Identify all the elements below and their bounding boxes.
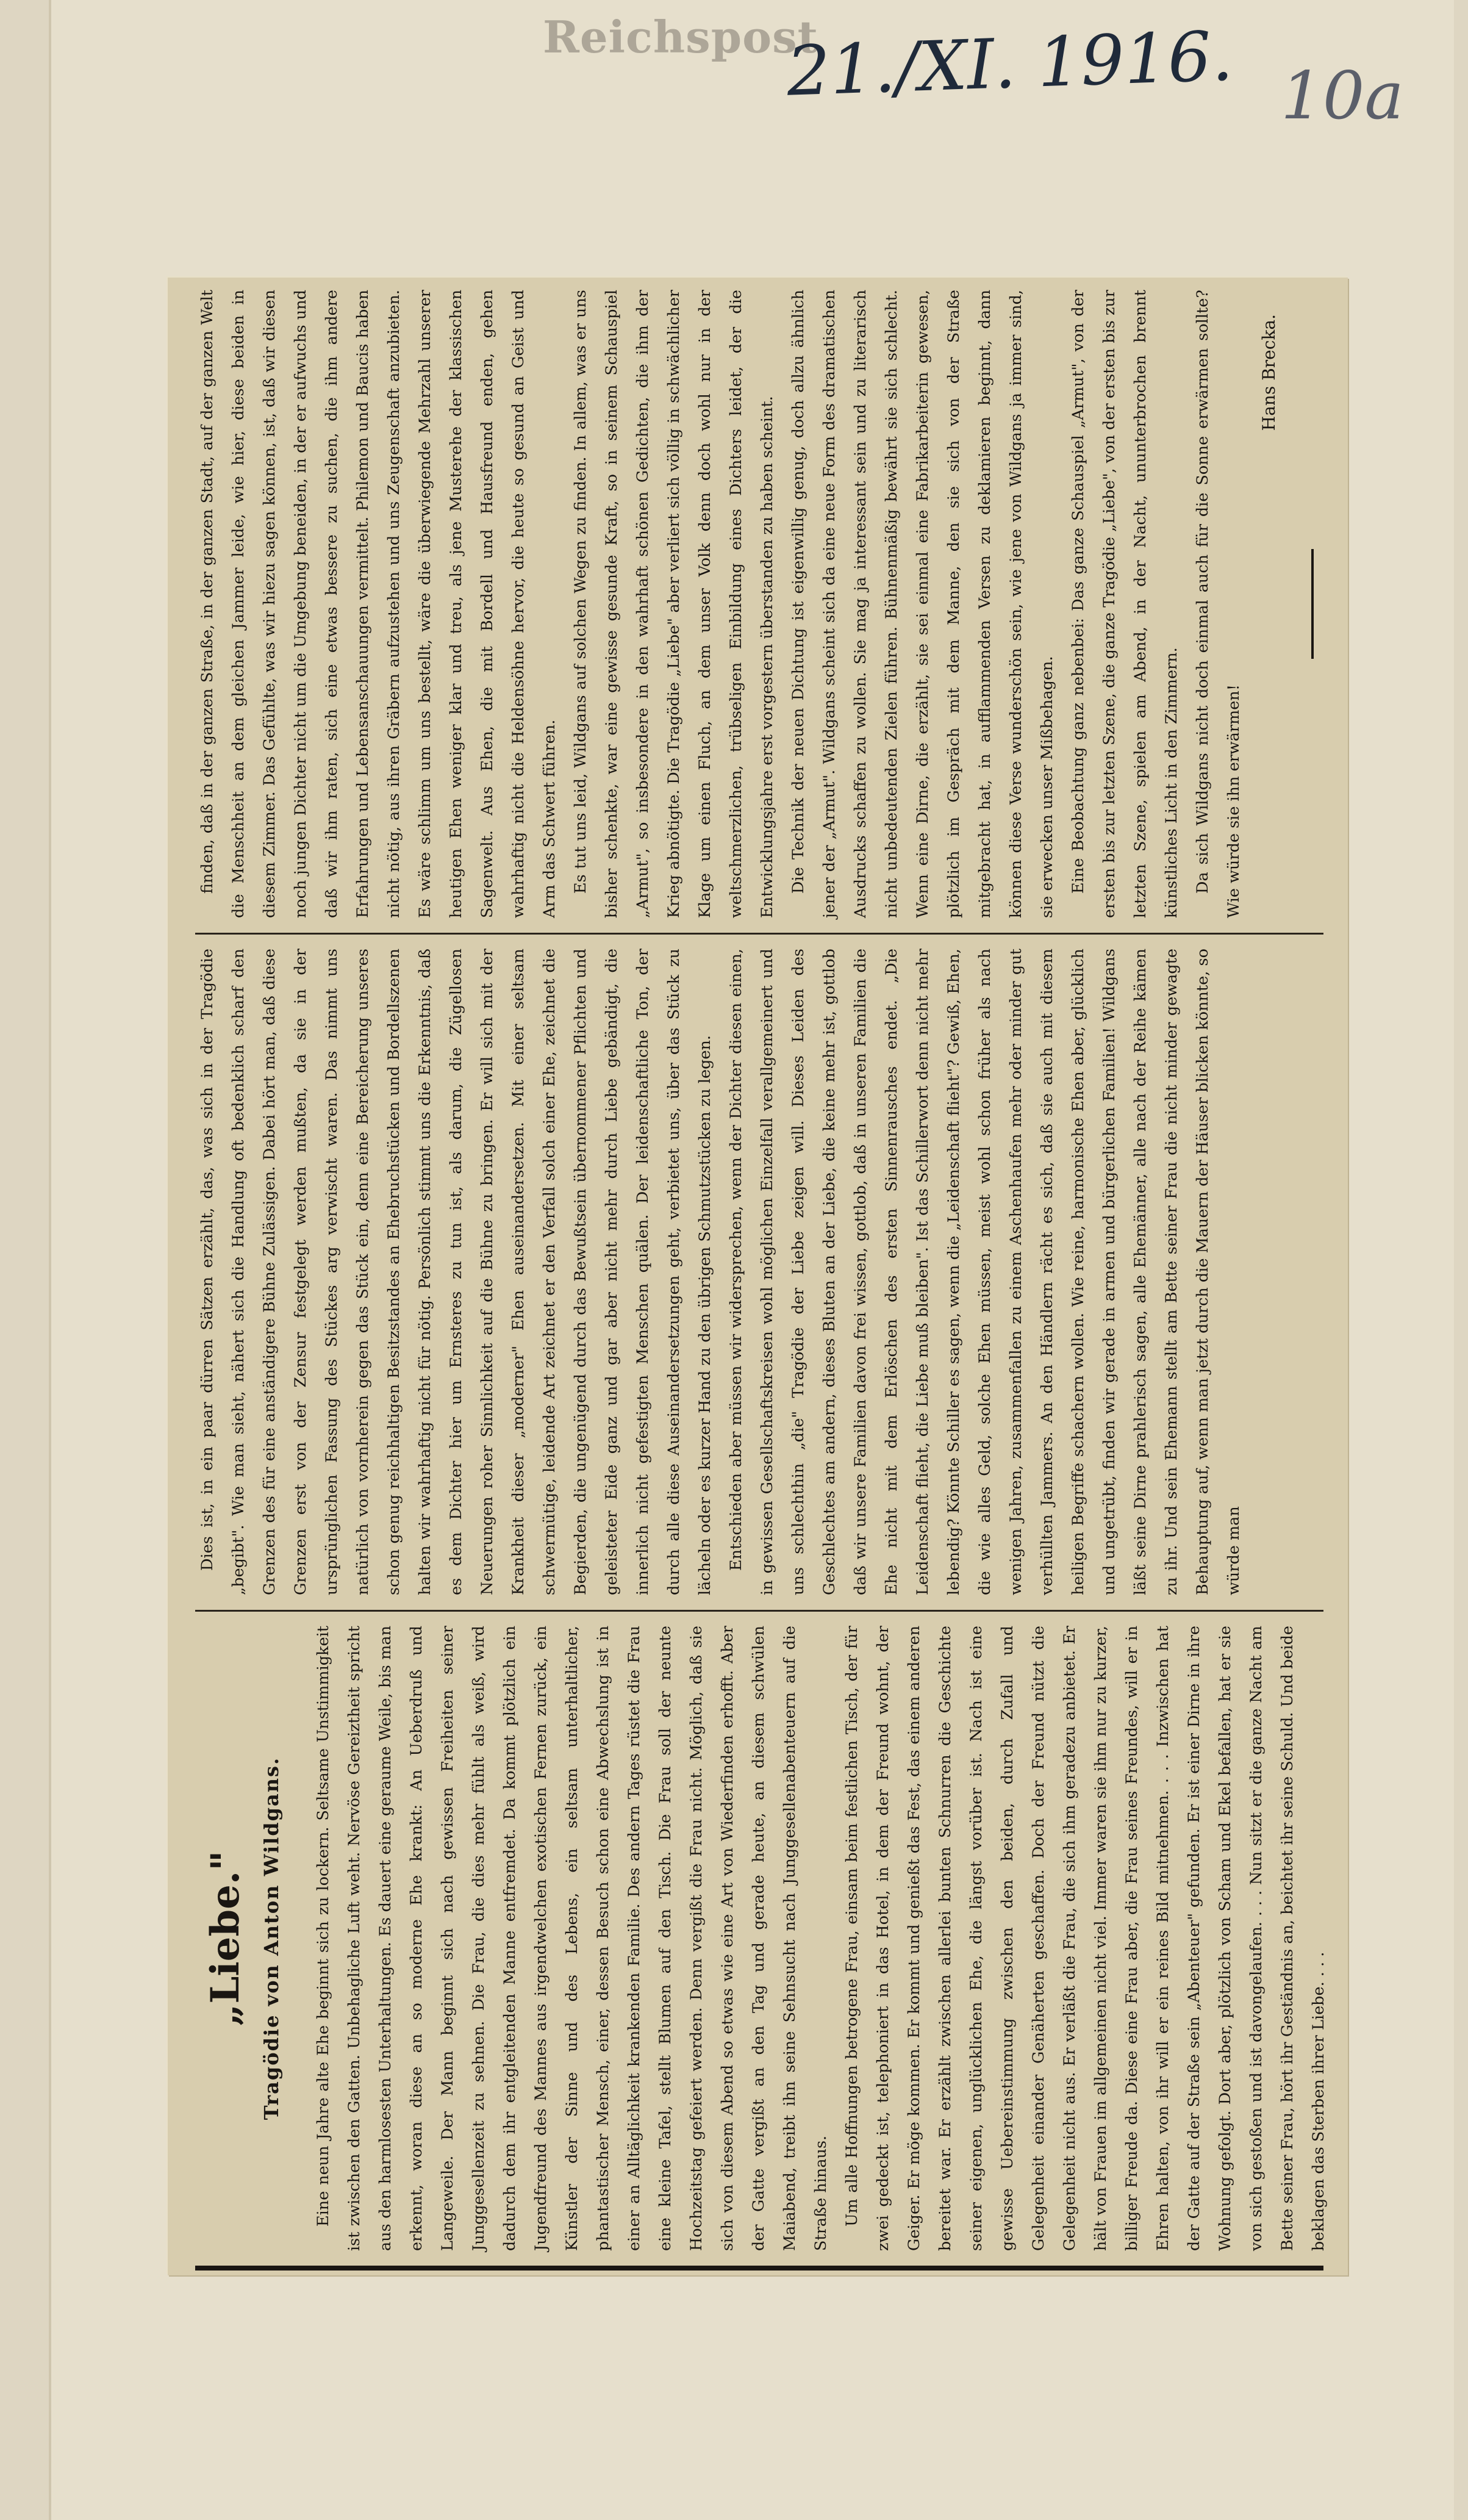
paragraph: Dies ist, in ein paar dürren Sätzen erzählt, das, was sich in der Tragödie „begibt". Wie man sieht, nähert sich die Handlung oft bedenklich scharf den Grenzen des für eine anständigere Bühne Zulässigen. Dabei hört man, daß diese Grenzen erst von der Zensur festgelegt werden mußten, da sie in der ursprünglichen Fassung des Stückes arg verwischt waren. Das nimmt uns natürlich von vornherein gegen das Stück ein, denn eine Bereicherung unseres schon genug reichhaltigen Besitzstandes an Ehebruchstücken und Bordellszenen halten wir wahrhaftig nicht für nötig. Persönlich stimmt uns die Erkenntnis, daß es dem Dichter hier um Ernsteres zu tun ist, als darum, die Zügellosen Neuerungen roher Sinnlichkeit auf die Bühne zu bringen. Er will sich mit der Krankheit dieser „moderner" Ehen auseinandersetzen. Mit einer seltsam schwermütige, leidende Art zeichnet er den Verfall solch einer Ehe, zeichnet die Begierden, die ungenügend durch das Bewußtsein übernommener Pflichten und geleisteter Eide ganz und gar aber nicht mehr durch Liebe gebändigt, die innerlich nicht gefestigten Menschen quälen. Der leidenschaftliche Ton, der durch alle diese Auseinandersetzungen geht, verbietet uns, über das Stück zu lächeln oder es kurzer Hand zu den übrigen Schmutzstücken zu legen.	[198, 949, 714, 1595]
column-divider	[195, 933, 1323, 935]
paragraph: Es tut uns leid, Wildgans auf solchen Wegen zu finden. In allem, was er uns bisher schenkte, war eine gewisse gesunde Kraft, so in seinem Schauspiel „Armut", so insbesondere in den wahrhaft schönen Gedichten, die ihm der Krieg abnötigte. Die Tragödie „Liebe" aber verliert sich völlig in schwächlicher Klage um einen Fluch, an dem unser Volk denn doch wohl nur in der weltschmerzlichen, trübseligen Einbildung eines Dichters leidet, der die Entwicklungsjahre erst vorgestern überstanden zu haben scheint.	[571, 290, 776, 918]
clipping-rotated-content	[168, 278, 1348, 2275]
article-column-3	[192, 290, 1323, 918]
end-rule	[1311, 549, 1314, 659]
handwritten-page-number: 10a	[1281, 58, 1404, 134]
paragraph: Entschieden aber müssen wir widersprechen, wenn der Dichter diesen einen, in gewissen Gesellschaftskreisen wohl möglichen Einzelfall verallgemeinert und uns schlechthin „die" Tragödie der Liebe zeigen will. Dieses Leiden des Geschlechtes am andern, dieses Bluten an der Liebe, die keine mehr ist, gottlob daß wir unsere Familien davon frei wissen, gottlob, daß in unseren Familien die Ehe nicht mit dem Erlöschen des ersten Sinnenrausches endet. „Die Leidenschaft flieht, die Liebe muß bleiben". Ist das Schillerwort denn nicht mehr lebendig? Könnte Schiller es sagen, wenn die „Leidenschaft flieht"? Gewiß, Ehen, die wie alles Geld, solche Ehen müssen, meist wohl schon früher als nach wenigen Jahren, zusammenfallen zu einem Aschenhaufen mehr oder minder gut verhüllten Jammers. An den Händlern rächt es sich, daß sie auch mit diesem heiligen Begriffe schachern wollen. Wie reine, harmonische Ehen aber, glücklich und ungetrübt, finden wir gerade in armen und bürgerlichen Familien! Wildgans läßt seine Dirne prahlerisch sagen, alle Ehemänner, alle nach der Reihe kämen zu ihr. Und sein Ehemann stellt am Bette seiner Frau die nicht minder gewagte Behauptung auf, wenn man jetzt durch die Mauern der Häuser blicken könnte, so würde man	[727, 949, 1243, 1595]
column-divider	[195, 1610, 1323, 1612]
left-border-rule	[195, 2266, 1323, 2271]
paragraph: Eine neun Jahre alte Ehe beginnt sich zu lockern. Seltsame Unstimmigkeit ist zwischen den Gatten. Unbehagliche Luft weht. Nervöse Gereiztheit spricht aus den harmlosesten Unterhaltungen. Es dauert eine geraume Weile, bis man erkennt, woran diese an so moderne Ehe krankt: An Ueberdruß und Langeweile. Der Mann beginnt sich nach gewissen Freiheiten seiner Junggesellenzeit zu sehnen. Die Frau, die dies mehr fühlt als weiß, wird dadurch dem ihr entgleitenden Manne entfremdet. Da kommt plötzlich ein Jugendfreund des Mannes aus irgendwelchen exotischen Fernen zurück, ein Künstler der Sinne und des Lebens, ein seltsam unterhaltlicher, phantastischer Mensch, einer, dessen Besuch schon eine Abwechslung ist in einer an Alltäglichkeit krankenden Familie. Des andern Tages rüstet die Frau eine kleine Tafel, stellt Blumen auf den Tisch. Die Frau soll der neunte Hochzeitstag gefeiert werden. Denn vergißt die Frau nicht. Möglich, daß sie sich von diesem Abend so etwas wie eine Art von Wiederfinden erhofft. Aber der Gatte vergißt an den Tag und gerade heute, an diesem schwülen Maiabend, treibt ihn seine Sehnsucht nach Junggesellenabenteuern auf die Straße hinaus.	[314, 1626, 830, 2251]
handwritten-date: 21./XI. 1916.	[785, 16, 1234, 112]
paragraph: Um alle Hoffnungen betrogene Frau, einsam beim festlichen Tisch, der für zwei gedeckt ist, telephoniert in das Hotel, in dem der Freund wohnt, der Geiger. Er möge kommen. Er kommt und genießt das Fest, das einem anderen bereitet war. Er erzählt zwischen allerlei bunten Schnurren die Geschichte seiner eigenen, unglücklichen Ehe, die längst vorüber ist. Nach ist eine gewisse Uebereinstimmung zwischen den beiden, durch Zufall und Gelegenheit einander Genäherten geschaffen. Doch der Freund nützt die Gelegenheit nicht aus. Er verläßt die Frau, die sich ihm geradezu anbietet. Er hält von Frauen im allgemeinen nicht viel. Immer waren sie ihm nur zu kurzer, billiger Freude da. Diese eine Frau aber, die Frau seines Freundes, will er in Ehren halten, von ihr will er ein reines Bild mitnehmen. . . . Inzwischen hat der Gatte auf der Straße sein „Abenteuer" gefunden. Er ist einer Dirne in ihre Wohnung gefolgt. Dort aber, plötzlich von Scham und Ekel befallen, hat er sie von sich gestoßen und ist davongelaufen. . . . Nun sitzt er die ganze Nacht am Bette seiner Frau, hört ihr Geständnis an, beichtet ihr seine Schuld. Und beide beklagen das Sterben ihrer Liebe. . . .	[843, 1626, 1328, 2251]
paragraph: Eine Beobachtung ganz nebenbei: Das ganze Schauspiel „Armut", von der ersten bis zur letzten Szene, die ganze Tragödie „Liebe", von der ersten bis zur letzten Szene, spielen am Abend, in der Nacht, ununterbrochen brennt künstliches Licht in den Zimmern.	[1069, 290, 1181, 918]
paragraph: Die Technik der neuen Dichtung ist eigenwillig genug, doch allzu ähnlich jener der „Armut". Wildgans scheint sich da eine neue Form des dramatischen Ausdrucks schaffen zu wollen. Sie mag ja interessant sein und zu literarisch nicht unbedeutenden Zielen führen. Bühnenmäßig bewährt sie sich schlecht. Wenn eine Dirne, die erzählt, sie sei einmal eine Fabrikarbeiterin gewesen, plötzlich im Gespräch mit dem Manne, den sie sich von der Straße mitgebracht hat, in aufflammenden Versen zu deklamieren beginnt, dann können diese Verse wunderschön sein, wie jene von Wildgans ja immer sind, sie erwecken unser Mißbehagen.	[789, 290, 1056, 918]
article-title: „Liebe."	[202, 1850, 248, 2026]
article-subtitle: Tragödie von Anton Wildgans.	[260, 1756, 283, 2120]
newspaper-stamp: Reichspost	[543, 11, 818, 63]
paragraph: finden, daß in der ganzen Straße, in der ganzen Stadt, auf der ganzen Welt die Menschheit an dem gleichen Jammer leide, wie hier, diese beiden in diesem Zimmer. Das Gefühlte, was wir hiezu sagen können, ist, daß wir diesen noch jungen Dichter nicht um die Umgebung beneiden, in der er aufwuchs und daß wir ihm raten, sich eine etwas bessere zu suchen, die ihm andere Erfahrungen und Lebensanschauungen vermittelt. Philemon und Baucis haben nicht nötig, aus ihren Gräbern aufzustehen und uns Zeugenschaft anzubieten. Es wäre schlimm um uns bestellt, wäre die überwiegende Mehrzahl unserer heutigen Ehen weniger klar und treu, als jene Musterehe der klassischen Sagenwelt. Aus Ehen, die mit Bordell und Hausfreund enden, gehen wahrhaftig nicht die Heldensöhne hervor, die heute so gesund an Geist und Arm das Schwert führen.	[198, 290, 559, 918]
article-column-1	[192, 1626, 1328, 2251]
article-column-2	[192, 949, 1323, 1595]
newspaper-clipping	[168, 278, 1348, 2275]
paragraph: Da sich Wildgans nicht doch einmal auch für die Sonne erwärmen sollte? Wie würde sie ihn erwärmen!	[1194, 290, 1243, 918]
author-signature: Hans Brecka.	[1259, 314, 1279, 431]
